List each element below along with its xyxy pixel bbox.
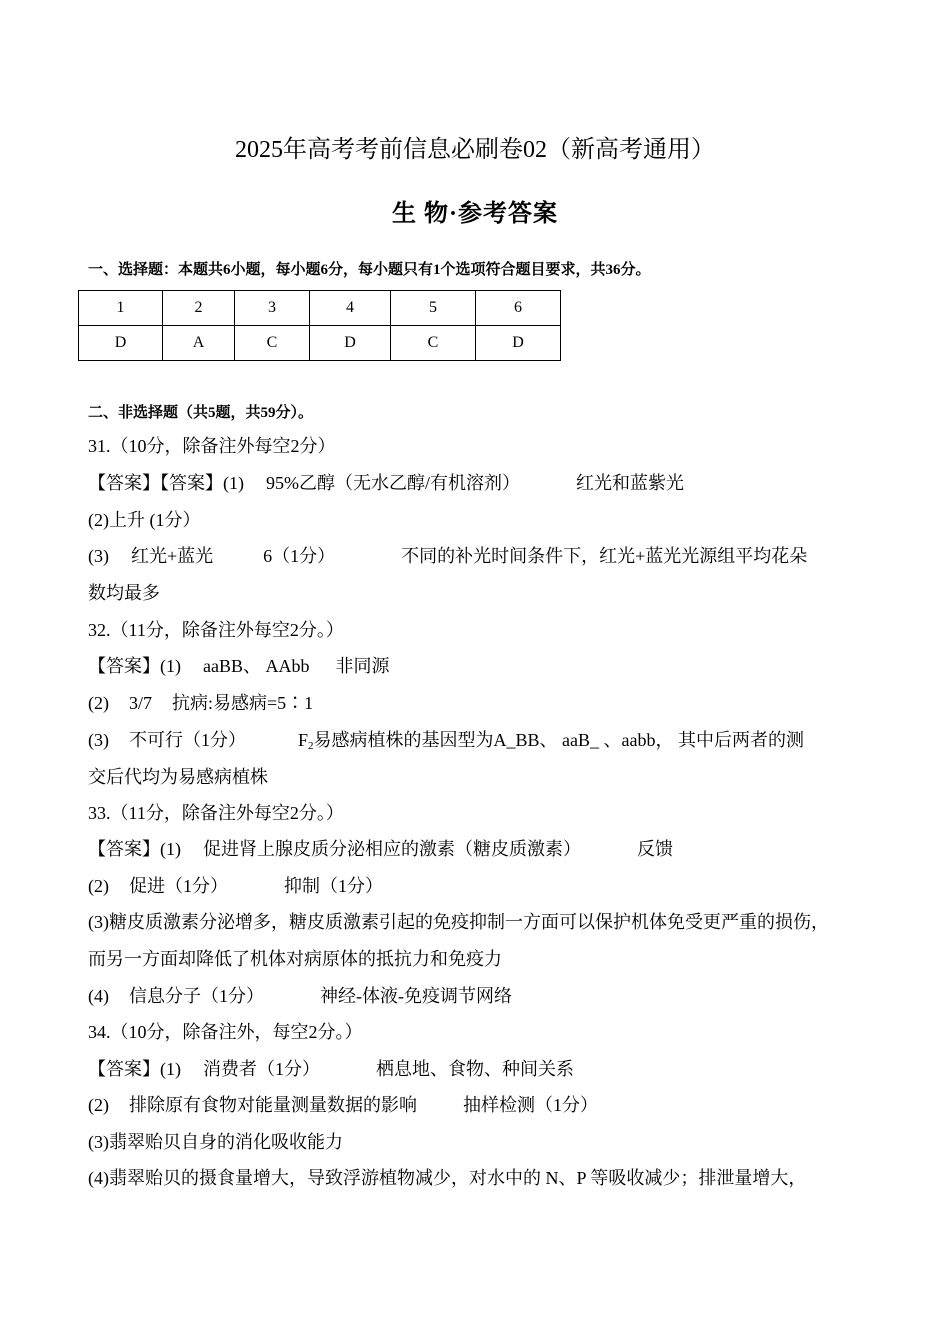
q33-answer-3: (3)糖皮质激素分泌增多，糖皮质激素引起的免疫抑制一方面可以保护机体免受更严重的损伤， — [88, 912, 829, 932]
answer-label: 【答案】(1) — [88, 656, 181, 676]
answer-text: 消费者（1分） — [203, 1059, 320, 1079]
answer-text: 神经-体液-免疫调节网络 — [320, 986, 512, 1006]
q31-header: 31.（10分，除备注外每空2分） — [88, 436, 336, 456]
answer-label: 【答案】【答案】(1) — [88, 473, 244, 493]
q34-answer-3: (3)翡翠贻贝自身的消化吸收能力 — [88, 1132, 343, 1152]
section-free-response-heading: 二、非选择题（共5题，共59分）。 — [88, 405, 314, 421]
answer-text: 3/7 — [129, 693, 153, 713]
answer-label: (3) — [88, 730, 109, 750]
table-cell: C — [391, 326, 476, 361]
answer-text: 非同源 — [335, 656, 390, 676]
table-cell: 5 — [391, 291, 476, 326]
table-cell: 1 — [79, 291, 163, 326]
table-cell: 3 — [235, 291, 310, 326]
q31-answer-3-cont: 数均最多 — [88, 583, 160, 603]
answer-label: (3) — [88, 546, 109, 566]
answer-text: 抗病:易感病=5∶1 — [172, 693, 314, 713]
table-cell: 2 — [163, 291, 235, 326]
answer-text: 易感病植株的基因型为A_BB、 aaB_ 、aabb， 其中后两者的测 — [313, 730, 804, 750]
q32-answer-3-cont: 交后代均为易感病植株 — [88, 767, 268, 787]
q34-header: 34.（10分，除备注外，每空2分。） — [88, 1022, 363, 1042]
answer-text: 不可行（1分） — [129, 730, 246, 750]
q31-answer-3 — [88, 543, 807, 569]
answer-label: (2) — [88, 876, 109, 896]
answer-label: (2) — [88, 693, 109, 713]
answer-label: 【答案】(1) — [88, 1059, 181, 1079]
answer-text: 信息分子（1分） — [129, 986, 264, 1006]
answer-text: 促进（1分） — [129, 876, 228, 896]
q32-header: 32.（11分，除备注外每空2分。） — [88, 620, 344, 640]
q34-answer-1 — [88, 1056, 574, 1082]
answer-text: 反馈 — [637, 839, 673, 859]
answer-text: 红光和蓝紫光 — [576, 473, 684, 493]
q33-header: 33.（11分，除备注外每空2分。） — [88, 803, 344, 823]
q33-answer-1 — [88, 836, 673, 862]
q31-answer-2: (2)上升 (1分） — [88, 510, 201, 530]
q33-answer-4 — [88, 983, 512, 1009]
q33-answer-2 — [88, 873, 383, 899]
q34-answer-4: (4)翡翠贻贝的摄食量增大，导致浮游植物减少，对水中的 N、P 等吸收减少；排泄量增大， — [88, 1168, 807, 1188]
answer-text: 栖息地、食物、种间关系 — [376, 1059, 574, 1079]
q32-answer-1 — [88, 653, 390, 679]
table-cell: D — [310, 326, 391, 361]
table-cell: D — [79, 326, 163, 361]
answer-text: aaBB、 AAbb — [203, 656, 310, 676]
answer-text: 红光+蓝光 — [131, 546, 214, 566]
answer-text: 抽样检测（1分） — [463, 1095, 598, 1115]
q32-answer-2 — [88, 690, 313, 716]
answer-text: 排除原有食物对能量测量数据的影响 — [129, 1095, 417, 1115]
table-cell: C — [235, 326, 310, 361]
answer-text: 抑制（1分） — [284, 876, 383, 896]
answer-label: 【答案】(1) — [88, 839, 181, 859]
page-title: 2025年高考考前信息必刷卷02（新高考通用） — [235, 137, 715, 163]
answer-text: 不同的补光时间条件下，红光+蓝光光源组平均花朵 — [401, 546, 808, 566]
answer-text: 6（1分） — [263, 546, 336, 566]
table-cell: 4 — [310, 291, 391, 326]
answer-text: 促进肾上腺皮质分泌相应的激素（糖皮质激素） — [203, 839, 581, 859]
page-subtitle: 生 物·参考答案 — [391, 201, 558, 227]
q34-answer-2 — [88, 1092, 598, 1118]
table-cell: 6 — [476, 291, 561, 326]
q31-answer-1 — [88, 470, 684, 496]
answer-label: (2) — [88, 1095, 109, 1115]
q32-answer-3 — [88, 727, 804, 753]
table-cell: D — [476, 326, 561, 361]
table-row-numbers — [79, 291, 561, 326]
answer-table — [78, 290, 561, 361]
answer-text: 95%乙醇（无水乙醇/有机溶剂） — [266, 473, 520, 493]
subscript: 2 — [308, 740, 314, 752]
section-multiple-choice-heading: 一、选择题：本题共6小题，每小题6分，每小题只有1个选项符合题目要求，共36分。 — [88, 262, 651, 278]
answer-label: (4) — [88, 986, 109, 1006]
q33-answer-3-cont: 而另一方面却降低了机体对病原体的抵抗力和免疫力 — [88, 949, 502, 969]
answer-text: F — [298, 730, 309, 750]
table-cell: A — [163, 326, 235, 361]
table-row-answers — [79, 326, 561, 361]
